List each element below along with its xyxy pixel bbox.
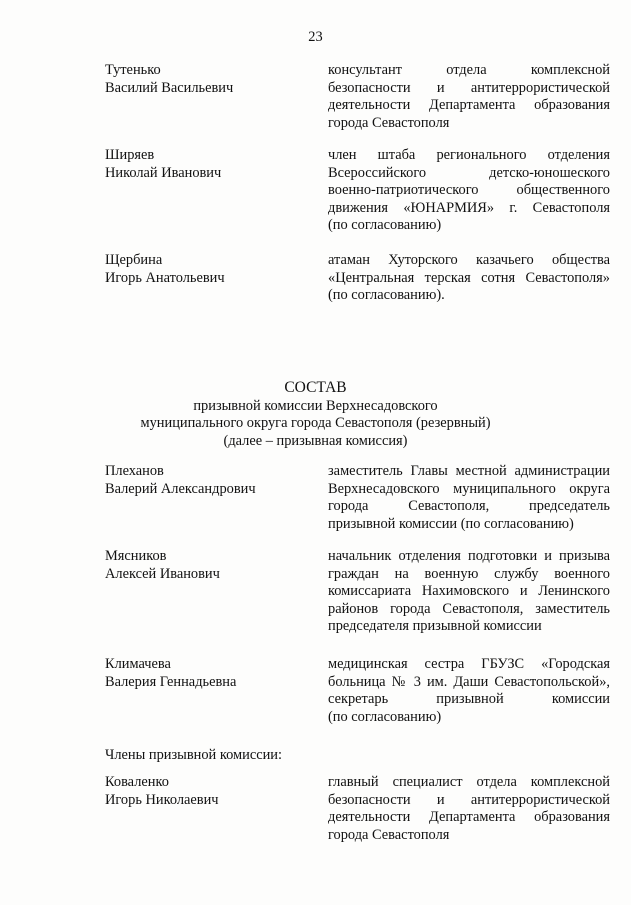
person-role: [328, 774, 610, 844]
role-line: больница № 3 им. Даши Севастопольской»,: [328, 673, 610, 690]
role-line: Всероссийского детско-юношеского: [328, 164, 610, 181]
role-line: начальник отделения подготовки и призыва: [328, 548, 610, 564]
person-name: [105, 147, 315, 182]
role-line: (по согласованию).: [328, 287, 445, 304]
person-role: [328, 548, 610, 636]
role-line: города Севастополя: [328, 826, 450, 843]
person-name: [105, 252, 315, 287]
person-role: [328, 252, 610, 305]
person-role: [328, 147, 610, 235]
role-line: член штаба регионального отделения: [328, 147, 610, 163]
role-line: медицинская сестра ГБУЗС «Городская: [328, 656, 610, 672]
role-line: «Центральная терская сотня Севастополя»: [328, 269, 610, 286]
role-line: (по согласованию): [328, 217, 442, 234]
role-line: города Севастополя, председатель: [328, 498, 610, 515]
section-heading: [0, 379, 631, 450]
page-number: 23: [308, 29, 323, 45]
person-given-names: Валерий Александрович: [105, 480, 256, 497]
person-given-names: Алексей Иванович: [105, 565, 220, 582]
role-line: безопасности и антитеррористической: [328, 791, 610, 808]
heading-line: (далее – призывная комиссия): [223, 432, 408, 449]
heading-line: призывной комиссии Верхнесадовского: [193, 397, 438, 414]
role-line: консультант отдела комплексной: [328, 62, 610, 78]
role-line: города Севастополя: [328, 114, 450, 131]
person-surname: Климачева: [105, 656, 171, 672]
role-line: председателя призывной комиссии: [328, 618, 542, 635]
members-label: Члены призывной комиссии:: [105, 747, 282, 763]
role-line: секретарь призывной комиссии: [328, 691, 610, 708]
person-surname: Тутенько: [105, 62, 161, 78]
person-given-names: Василий Васильевич: [105, 79, 234, 96]
person-given-names: Игорь Анатольевич: [105, 269, 225, 286]
role-line: деятельности Департамента образования: [328, 97, 610, 114]
role-line: деятельности Департамента образования: [328, 809, 610, 826]
person-role: [328, 463, 610, 533]
person-surname: Плеханов: [105, 463, 164, 479]
person-surname: Коваленко: [105, 774, 169, 790]
person-surname: Ширяев: [105, 147, 155, 163]
role-line: районов города Севастополя, заместитель: [328, 600, 610, 617]
role-line: заместитель Главы местной администрации: [328, 463, 610, 479]
person-given-names: Николай Иванович: [105, 164, 222, 181]
person-name: [105, 774, 315, 809]
person-surname: Мясников: [105, 548, 167, 564]
person-name: [105, 548, 315, 583]
role-line: граждан на военную службу военного: [328, 565, 610, 582]
role-line: Верхнесадовского муниципального округа: [328, 480, 610, 497]
person-role: [328, 656, 610, 726]
role-line: военно-патриотического общественного: [328, 182, 610, 199]
person-role: [328, 62, 610, 132]
person-given-names: Валерия Геннадьевна: [105, 673, 237, 690]
role-line: (по согласованию): [328, 708, 442, 725]
person-name: [105, 62, 315, 97]
person-name: [105, 656, 315, 691]
person-surname: Щербина: [105, 252, 163, 268]
person-name: [105, 463, 315, 498]
role-line: главный специалист отдела комплексной: [328, 774, 610, 790]
role-line: безопасности и антитеррористической: [328, 79, 610, 96]
heading-title: СОСТАВ: [284, 379, 347, 396]
person-given-names: Игорь Николаевич: [105, 791, 219, 808]
role-line: атаман Хуторского казачьего общества: [328, 252, 610, 268]
role-line: призывной комиссии (по согласованию): [328, 515, 574, 532]
heading-line: муниципального округа города Севастополя (резервный): [140, 415, 491, 432]
role-line: движения «ЮНАРМИЯ» г. Севастополя: [328, 199, 610, 216]
role-line: комиссариата Нахимовского и Ленинского: [328, 583, 610, 600]
